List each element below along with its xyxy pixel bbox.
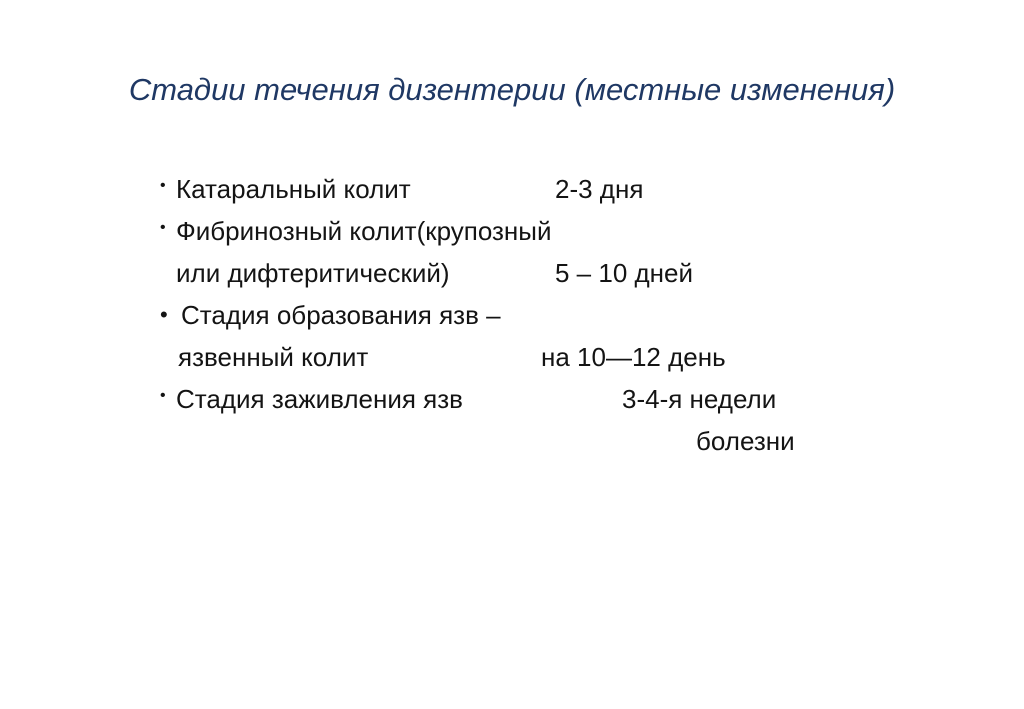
stage-name-continued: или дифтеритический) [176,258,450,288]
stage-duration: 2-3 дня [555,174,644,204]
stage-duration: 3-4-я недели [622,384,777,414]
stage-duration: на 10—12 день [541,342,726,372]
bullet-icon: • [160,387,166,404]
stage-name: Стадия образования язв – [181,300,501,330]
stage-name-continued: язвенный колит [178,342,369,372]
stage-duration: 5 – 10 дней [555,258,694,288]
stage-name: Фибринозный колит(крупозный [176,216,552,246]
stage-name: Стадия заживления язв [176,384,463,414]
stage-name: Катаральный колит [176,174,411,204]
slide-title: Стадии течения дизентерии (местные изменения) [128,72,896,107]
bullet-icon: • [160,177,166,194]
bullet-icon: • [160,219,166,236]
bullet-icon: • [160,302,168,327]
stage-duration-continued: болезни [696,426,795,456]
